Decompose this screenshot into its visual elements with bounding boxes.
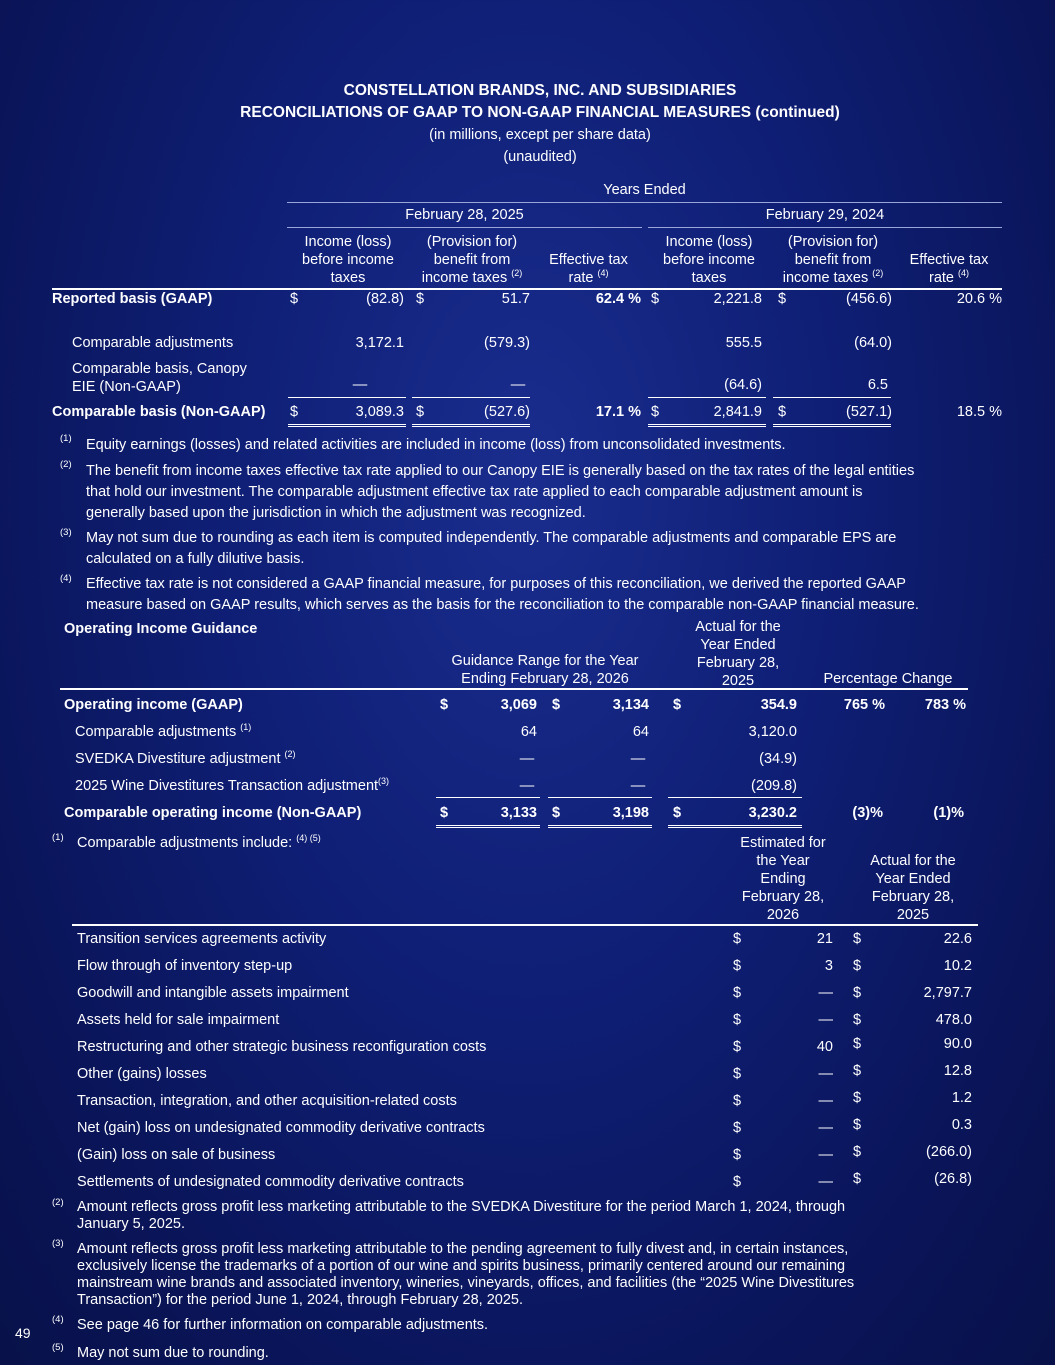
- cell-value: (209.8): [751, 778, 797, 794]
- row-label: Goodwill and intangible assets impairment: [77, 985, 349, 1001]
- total-rule: [436, 825, 540, 828]
- row-label: Comparable basis, Canopy EIE (Non-GAAP): [72, 361, 247, 395]
- row-label: Flow through of inventory step-up: [77, 958, 293, 974]
- total-rule: [668, 825, 802, 828]
- cell-value: 3,069: [500, 697, 537, 713]
- cell-value: —: [818, 1147, 833, 1163]
- subtotal-rule: [548, 797, 652, 798]
- currency-symbol: $: [416, 404, 425, 420]
- cell-value: —: [818, 1012, 833, 1028]
- col-header-effective-rate-2025: Effective tax rate $^{(4)}$: [549, 252, 628, 286]
- cell-value: 3,230.2: [748, 805, 797, 821]
- period-divider-2025: [287, 227, 642, 228]
- cell-value: (579.3): [484, 335, 530, 351]
- total-rule: [288, 424, 406, 427]
- subtotal-rule: [436, 797, 540, 798]
- cell-value: 3,089.3: [355, 404, 404, 420]
- cell-value: (527.6): [484, 404, 530, 420]
- cell-value: —: [352, 377, 368, 393]
- cell-value: (64.0): [854, 335, 892, 351]
- footnote-marker: (3): [52, 1238, 64, 1249]
- currency-symbol: $: [853, 931, 862, 947]
- cell-value: —: [818, 1093, 833, 1109]
- currency-symbol: $: [673, 697, 682, 713]
- currency-symbol: $: [552, 805, 561, 821]
- report-subtitle: RECONCILIATIONS OF GAAP TO NON-GAAP FINANCIAL MEASURES (continued): [240, 104, 840, 121]
- cell-value: 2,841.9: [713, 404, 762, 420]
- footnote-text: Effective tax rate is not considered a GAAP financial measure, for purposes of this reconciliation, we derived the reported GAAP measure based on GAAP results, which serves as the basis for the reconciliation to the comparable non-GAAP financial measure.: [86, 576, 919, 613]
- cell-value: 0.3: [951, 1117, 972, 1133]
- currency-symbol: $: [440, 697, 449, 713]
- cell-value: (456.6): [846, 291, 892, 307]
- footnote-text: Amount reflects gross profit less marketing attributable to the pending agreement to fully divest and, in certain instances, exclusively license the trademarks of a portion of our wine and spirits business, primarily centered around our remaining mainstream wine brands and associated inventory, wineries, vineyards, offices, and facilities (the “2025 Wine Divestitures Transaction”) for the period June 1, 2024, through February 28, 2025.: [77, 1241, 855, 1308]
- period-divider-2024: [648, 227, 1002, 228]
- currency-symbol: $: [733, 1066, 742, 1082]
- subtotal-rule: [648, 397, 766, 398]
- row-label: Net (gain) loss on undesignated commodity derivative contracts: [77, 1120, 485, 1136]
- total-rule: [412, 424, 530, 427]
- footnote-text: Amount reflects gross profit less marketing attributable to the SVEDKA Divestiture for the period March 1, 2024, through January 5, 2025.: [77, 1199, 846, 1232]
- row-label: Settlements of undesignated commodity derivative contracts: [77, 1174, 464, 1190]
- col-header-actual: Actual for the Year Ended February 28, 2025: [695, 619, 781, 689]
- footnote-text: See page 46 for further information on comparable adjustments.: [77, 1317, 489, 1333]
- footnote-marker: (1): [60, 433, 72, 444]
- currency-symbol: $: [853, 985, 862, 1001]
- cell-value: —: [630, 751, 646, 767]
- cell-rate: 20.6 %: [956, 291, 1002, 307]
- subtotal-rule: [288, 397, 406, 398]
- footnote-text: May not sum due to rounding.: [77, 1345, 269, 1361]
- currency-symbol: $: [853, 1144, 862, 1160]
- currency-symbol: $: [778, 404, 787, 420]
- currency-symbol: $: [733, 1012, 742, 1028]
- currency-symbol: $: [290, 404, 299, 420]
- cell-value: 21: [816, 931, 833, 947]
- cell-value: 3,120.0: [748, 724, 797, 740]
- currency-symbol: $: [733, 985, 742, 1001]
- cell-value: (82.8): [366, 291, 404, 307]
- cell-value: (34.9): [759, 751, 797, 767]
- cell-percentage: (3)%: [852, 805, 883, 821]
- currency-symbol: $: [853, 1012, 862, 1028]
- cell-value: 3: [824, 958, 833, 974]
- cell-value: (527.1): [846, 404, 892, 420]
- page-number: 49: [15, 1325, 31, 1341]
- cell-value: 40: [816, 1039, 833, 1055]
- cell-value: —: [818, 1066, 833, 1082]
- cell-rate: 18.5 %: [956, 404, 1002, 420]
- row-label: Reported basis (GAAP): [52, 291, 213, 307]
- footnote-marker: (4): [60, 573, 72, 584]
- cell-value: —: [818, 1120, 833, 1136]
- row-label: Comparable adjustments $^{(1)}$: [75, 722, 252, 740]
- cell-percentage: 783 %: [924, 697, 966, 713]
- cell-value: 51.7: [501, 291, 530, 307]
- cell-value: 22.6: [943, 931, 972, 947]
- period-header-2024: February 29, 2024: [765, 207, 885, 223]
- row-label: Comparable adjustments: [72, 335, 234, 351]
- cell-value: 3,134: [612, 697, 649, 713]
- subtotal-rule: [668, 797, 802, 798]
- footnote-marker: (1): [52, 832, 64, 843]
- currency-symbol: $: [778, 291, 787, 307]
- currency-symbol: $: [733, 1174, 742, 1190]
- footnote-text: The benefit from income taxes effective tax rate applied to our Canopy EIE is generally based on the tax rates of the legal entities that hold our investment. The comparable adjustment effective tax rate applied to each comparable adjustment amount is generally based upon the jurisdiction in which the adjustment was recognized.: [86, 463, 915, 521]
- row-label: Restructuring and other strategic business reconfiguration costs: [77, 1039, 487, 1055]
- row-label: Transaction, integration, and other acquisition-related costs: [77, 1093, 457, 1109]
- cell-value: 555.5: [725, 335, 762, 351]
- report-title: CONSTELLATION BRANDS, INC. AND SUBSIDIARIES: [343, 82, 737, 99]
- cell-value: —: [510, 377, 526, 393]
- cell-value: 90.0: [943, 1036, 972, 1052]
- footnote-text: May not sum due to rounding as each item is computed independently. The comparable adjustments and comparable EPS are calculated on a fully dilutive basis.: [86, 530, 897, 567]
- currency-symbol: $: [733, 1147, 742, 1163]
- header-bottom-rule: [52, 288, 1002, 290]
- cell-value: 64: [520, 724, 537, 740]
- row-label: SVEDKA Divestiture adjustment $^{(2)}$: [75, 749, 296, 767]
- currency-symbol: $: [853, 958, 862, 974]
- cell-value: 3,198: [612, 805, 649, 821]
- cell-value: 354.9: [760, 697, 797, 713]
- cell-value: 3,172.1: [355, 335, 404, 351]
- currency-symbol: $: [651, 404, 660, 420]
- subtotal-rule: [412, 397, 530, 398]
- row-label: Assets held for sale impairment: [77, 1012, 280, 1028]
- currency-symbol: $: [853, 1171, 862, 1187]
- footnote-marker: (5): [52, 1342, 64, 1353]
- row-label: Comparable operating income (Non-GAAP): [64, 805, 362, 821]
- col-header-percentage-change: Percentage Change: [823, 671, 953, 687]
- col-header-guidance: Guidance Range for the Year Ending February 28, 2026: [451, 653, 639, 687]
- row-label: (Gain) loss on sale of business: [77, 1147, 276, 1163]
- currency-symbol: $: [440, 805, 449, 821]
- col-header-estimated: Estimated for the Year Ending February 28, 2026: [740, 835, 826, 923]
- period-header-2025: February 28, 2025: [405, 207, 524, 223]
- cell-rate: 17.1 %: [595, 404, 641, 420]
- row-label: Other (gains) losses: [77, 1066, 207, 1082]
- cell-value: 3,133: [500, 805, 537, 821]
- col-header-provision-2024: (Provision for) benefit from income taxes $^{(2)}$: [782, 234, 884, 286]
- row-label: Operating income (GAAP): [64, 697, 243, 713]
- col-header-income-2024: Income (loss) before income taxes: [663, 234, 755, 286]
- col-header-provision-2025: (Provision for) benefit from income taxes $^{(2)}$: [421, 234, 523, 286]
- cell-percentage: 765 %: [843, 697, 885, 713]
- footnote-marker: (2): [60, 459, 72, 470]
- currency-symbol: $: [853, 1036, 862, 1052]
- currency-symbol: $: [733, 958, 742, 974]
- col-header-income-2025: Income (loss) before income taxes: [302, 234, 394, 286]
- cell-value: —: [630, 778, 646, 794]
- total-rule: [548, 825, 652, 828]
- currency-symbol: $: [733, 1120, 742, 1136]
- currency-symbol: $: [552, 697, 561, 713]
- currency-symbol: $: [733, 931, 742, 947]
- cell-value: (64.6): [724, 377, 762, 393]
- row-label: Comparable basis (Non-GAAP): [52, 404, 266, 420]
- report-units: (in millions, except per share data): [429, 127, 651, 143]
- cell-value: 2,221.8: [713, 291, 762, 307]
- footnote-marker: (4): [52, 1314, 64, 1325]
- header-bottom-rule: [60, 688, 968, 690]
- section-title: Operating Income Guidance: [64, 621, 258, 637]
- cell-value: 10.2: [943, 958, 972, 974]
- col-header-effective-rate-2024: Effective tax rate $^{(4)}$: [909, 252, 989, 286]
- footnote-marker: (3): [60, 527, 72, 538]
- col-header-actual: Actual for the Year Ended February 28, 2025: [870, 853, 956, 923]
- currency-symbol: $: [416, 291, 425, 307]
- cell-value: 2,797.7: [923, 985, 972, 1001]
- currency-symbol: $: [853, 1063, 862, 1079]
- years-ended-header: Years Ended: [603, 182, 686, 198]
- row-label: Transition services agreements activity: [77, 931, 327, 947]
- cell-value: (266.0): [926, 1144, 972, 1160]
- cell-value: —: [519, 751, 535, 767]
- cell-value: 1.2: [951, 1090, 972, 1106]
- total-rule: [648, 424, 766, 427]
- currency-symbol: $: [853, 1090, 862, 1106]
- cell-value: 12.8: [943, 1063, 972, 1079]
- cell-value: 64: [632, 724, 649, 740]
- report-unaudited: (unaudited): [503, 149, 577, 165]
- currency-symbol: $: [733, 1093, 742, 1109]
- subtotal-rule: [773, 397, 891, 398]
- cell-value: —: [519, 778, 535, 794]
- cell-value: —: [818, 985, 833, 1001]
- adjustments-intro: Comparable adjustments include: $^{(4) (5)}$: [77, 833, 321, 851]
- footnote-text: Equity earnings (losses) and related activities are included in income (loss) from unconsolidated investments.: [86, 437, 786, 453]
- header-divider: [287, 202, 1002, 203]
- cell-rate: 62.4 %: [595, 291, 641, 307]
- header-bottom-rule: [72, 924, 978, 926]
- footnote-marker: (2): [52, 1197, 64, 1208]
- cell-percentage: (1)%: [933, 805, 964, 821]
- currency-symbol: $: [673, 805, 682, 821]
- total-rule: [773, 424, 891, 427]
- currency-symbol: $: [853, 1117, 862, 1133]
- cell-value: —: [818, 1174, 833, 1190]
- currency-symbol: $: [290, 291, 299, 307]
- cell-value: 478.0: [935, 1012, 972, 1028]
- row-label: 2025 Wine Divestitures Transaction adjustment$^{(3)}$: [75, 776, 390, 794]
- cell-value: (26.8): [934, 1171, 972, 1187]
- currency-symbol: $: [651, 291, 660, 307]
- currency-symbol: $: [733, 1039, 742, 1055]
- cell-value: 6.5: [867, 377, 888, 393]
